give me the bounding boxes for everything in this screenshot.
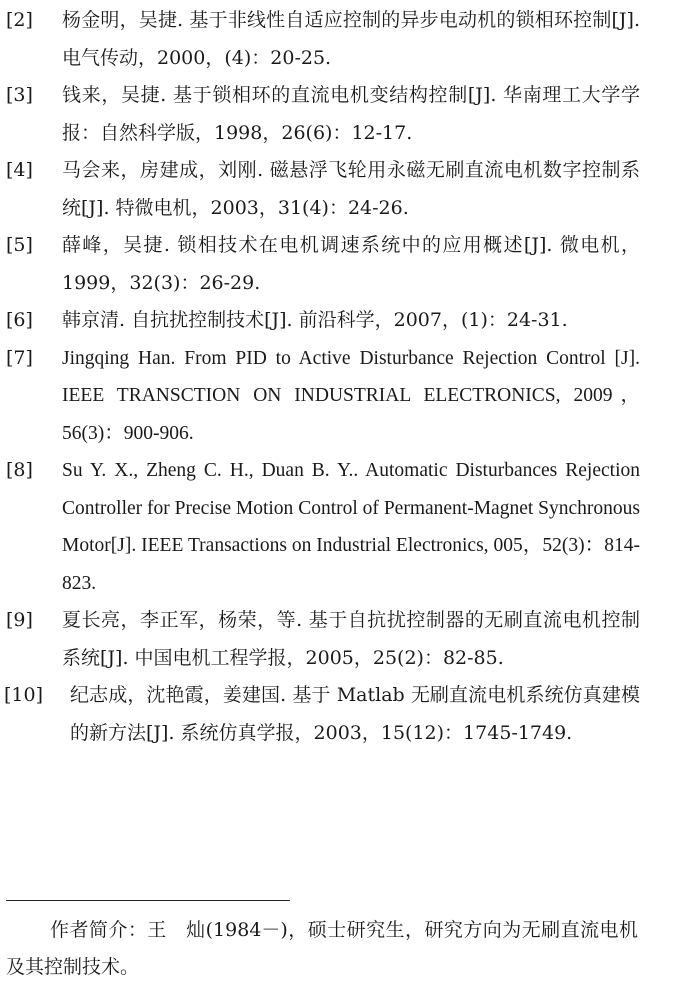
reference-number: [4] [6,159,33,181]
reference-item [0,340,676,453]
reference-text: 钱来，吴捷. 基于锁相环的直流电机变结构控制[J]. 华南理工大学学报：自然科学版，1998，26(6)：12-17. [62,84,640,144]
reference-number: [10] [4,684,44,706]
reference-number: [8] [6,459,33,481]
reference-text: 夏长亮，李正军，杨荣，等. 基于自抗扰控制器的无刷直流电机控制系统[J]. 中国电机工程学报，2005，25(2)：82-85. [62,609,640,669]
reference-number: [3] [6,84,33,106]
reference-item [0,2,676,77]
reference-text: 杨金明，吴捷. 基于非线性自适应控制的异步电动机的锁相环控制[J]. 电气传动，2000，(4)：20-25. [62,9,640,69]
reference-text: Su Y. X., Zheng C. H., Duan B. Y.. Automatic Disturbances Rejection Controller for Precise Motion Control of Permanent-Magnet Synchronous Motor[J]. IEEE Transactions on Industrial Electronics, 005，52(3)：814-823. [62,460,640,594]
author-note: 作者简介：王 灿(1984－)，硕士研究生，研究方向为无刷直流电机及其控制技术。 [6,919,638,978]
reference-number: [5] [6,234,33,256]
reference-number: [9] [6,609,33,631]
reference-item [0,677,676,752]
reference-number: [6] [6,309,33,331]
reference-item [0,452,676,602]
reference-text: 马会来，房建成，刘刚. 磁悬浮飞轮用永磁无刷直流电机数字控制系统[J]. 特微电机，2003，31(4)：24-26. [62,159,640,219]
reference-text: 薛峰，吴捷. 锁相技术在电机调速系统中的应用概述[J]. 微电机，1999，32(3)：26-29. [62,234,640,294]
reference-text: 纪志成，沈艳霞，姜建国. 基于 Matlab 无刷直流电机系统仿真建模的新方法[J]. 系统仿真学报，2003，15(12)：1745-1749. [70,684,640,744]
reference-item [0,152,676,227]
reference-item [0,227,676,302]
reference-list [0,2,676,752]
footnote-divider [6,900,290,901]
reference-text: 韩京清. 自抗扰控制技术[J]. 前沿科学，2007，(1)：24-31. [62,309,568,331]
reference-text: Jingqing Han. From PID to Active Disturbance Rejection Control [J]. IEEE TRANSCTION ON INDUSTRIAL ELECTRONICS, 2009，56(3)：900-906. [62,347,640,444]
reference-number: [7] [6,346,33,369]
reference-item [0,302,676,340]
reference-item [0,77,676,152]
reference-item [0,602,676,677]
reference-number: [2] [6,9,33,31]
